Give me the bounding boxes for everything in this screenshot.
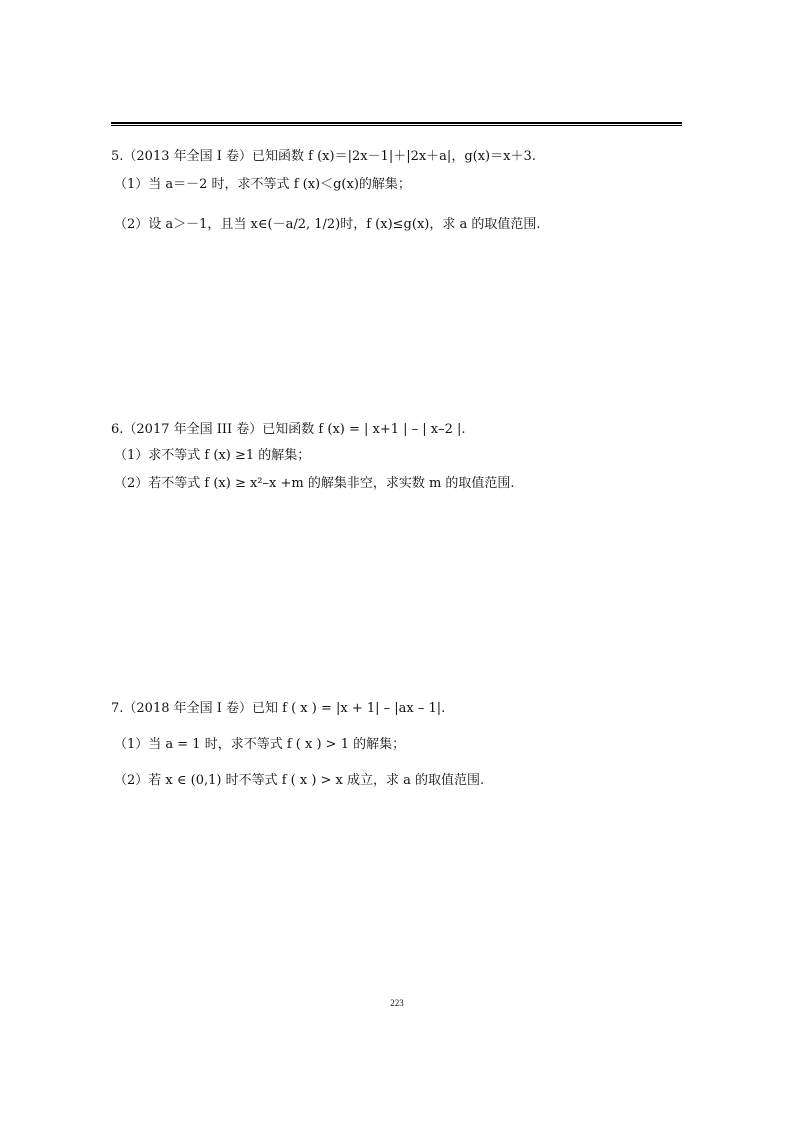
problem-6-part-1: （1）求不等式 f (x) ≥1 的解集； [114,448,311,463]
page-number: 223 [390,998,404,1008]
problem-7-part-2: （2）若 x ∈ (0,1) 时不等式 f ( x ) > x 成立，求 a 的取值范围. [114,773,485,788]
problem-7-part-1: （1）当 a = 1 时，求不等式 f ( x ) > 1 的解集； [114,737,406,752]
header-rule-thin [111,125,682,126]
problem-5-header: 5.（2013 年全国 I 卷）已知函数 f (x)＝|2x－1|＋|2x＋a|，g(x)＝x＋3. [111,149,536,164]
problem-6-header: 6.（2017 年全国 III 卷）已知函数 f (x) = | x+1 | – | x–2 |. [111,422,466,437]
header-rule-thick [111,122,682,124]
problem-7-header: 7.（2018 年全国 I 卷）已知 f ( x ) = |x + 1| – |ax – 1|. [111,701,446,716]
problem-5-part-1: （1）当 a＝－2 时，求不等式 f (x)＜g(x)的解集； [114,177,411,192]
problem-6-part-2: （2）若不等式 f (x) ≥ x²–x +m 的解集非空，求实数 m 的取值范围. [114,476,515,491]
problem-5-part-2: （2）设 a＞－1，且当 x∈(－a/2, 1/2)时，f (x)≤g(x)，求 a 的取值范围. [114,217,541,232]
